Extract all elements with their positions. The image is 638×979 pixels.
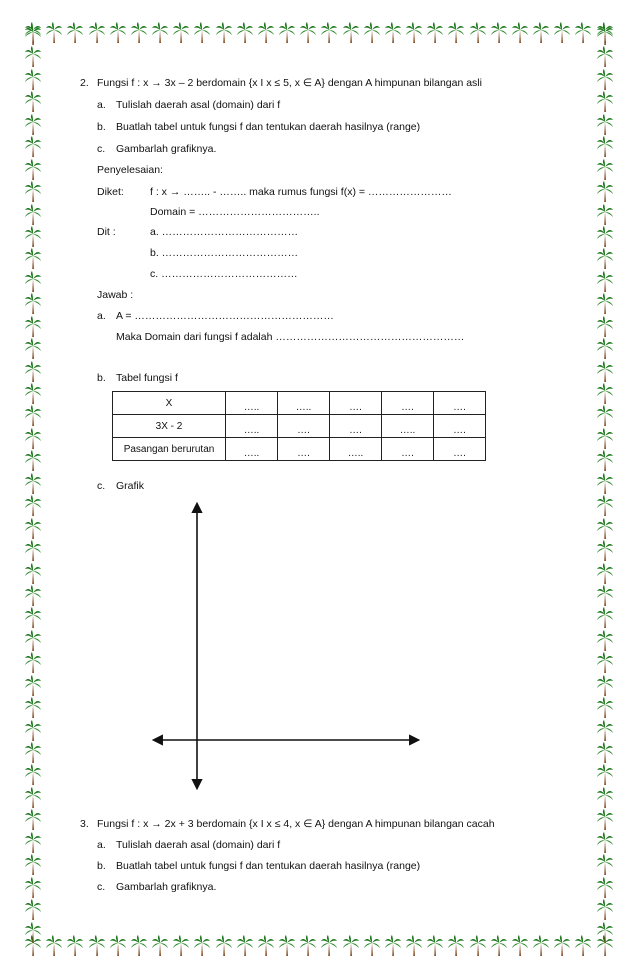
q3-item-b-text: Buatlah tabel untuk fungsi f dan tentukan daerah hasilnya (range) (116, 860, 421, 872)
table-cell: …. (382, 392, 434, 415)
table-cell: ….. (226, 438, 278, 461)
q2-item-c-text: Gambarlah grafiknya. (116, 143, 217, 155)
q2-item-c-marker: c. (97, 143, 106, 155)
q3-item-c-marker: c. (97, 881, 106, 893)
table-cell: …. (278, 438, 330, 461)
q2-title: Fungsi f : x → 3x – 2 berdomain {x I x ≤ 5, x ∈ A} dengan A himpunan bilangan asli (97, 77, 482, 89)
dit-line-a: a. ………………………………… (150, 226, 299, 238)
table-cell: ….. (330, 438, 382, 461)
table-cell: …. (434, 392, 486, 415)
q2-item-b-marker: b. (97, 121, 106, 133)
jawab-label: Jawab : (97, 289, 134, 301)
q2-item-a-marker: a. (97, 99, 106, 111)
q3-item-b-marker: b. (97, 860, 106, 872)
table-cell: …. (434, 415, 486, 438)
table-cell: …. (382, 438, 434, 461)
jawab-a-marker: a. (97, 310, 106, 322)
dit-label: Dit : (97, 226, 116, 238)
jawab-c-text: Grafik (116, 480, 145, 492)
jawab-a-line-2: Maka Domain dari fungsi f adalah ……………………………………………… (116, 331, 465, 343)
q3-number: 3. (80, 818, 89, 830)
q3-item-a-marker: a. (97, 839, 106, 851)
table-row (113, 392, 486, 415)
jawab-b-text: Tabel fungsi f (116, 372, 178, 384)
q2-item-a-text: Tulislah daerah asal (domain) dari f (116, 99, 281, 111)
table-cell: ….. (226, 392, 278, 415)
table-row-label: X (113, 392, 226, 415)
q3-title: Fungsi f : x → 2x + 3 berdomain {x I x ≤ 4, x ∈ A} dengan A himpunan bilangan cacah (97, 818, 495, 830)
table-row (113, 438, 486, 461)
table-cell: ….. (226, 415, 278, 438)
diket-line-2: Domain = …………………………….. (150, 206, 320, 218)
jawab-c-marker: c. (97, 480, 106, 492)
table-row-label: 3X - 2 (113, 415, 226, 438)
dit-line-c: c. ………………………………… (150, 268, 298, 280)
q2-item-b-text: Buatlah tabel untuk fungsi f dan tentukan daerah hasilnya (range) (116, 121, 421, 133)
function-table (112, 391, 486, 461)
q3-item-a-text: Tulislah daerah asal (domain) dari f (116, 839, 281, 851)
table-cell: …. (278, 415, 330, 438)
table-row (113, 415, 486, 438)
table-cell: ….. (278, 392, 330, 415)
dit-line-b: b. ………………………………… (150, 247, 299, 259)
blank-graph-axes (150, 500, 430, 795)
jawab-a-text: A = ………………………………………………… (116, 310, 334, 322)
table-row-label: Pasangan berurutan (113, 438, 226, 461)
q3-item-c-text: Gambarlah grafiknya. (116, 881, 217, 893)
penyelesaian-label: Penyelesaian: (97, 164, 163, 176)
diket-line-1: f : x → …….. - …….. maka rumus fungsi f(x) = …………………… (150, 186, 452, 198)
diket-label: Diket: (97, 186, 124, 198)
table-cell: …. (330, 392, 382, 415)
q2-number: 2. (80, 77, 89, 89)
table-cell: …. (434, 438, 486, 461)
jawab-b-marker: b. (97, 372, 106, 384)
table-cell: …. (330, 415, 382, 438)
table-cell: ….. (382, 415, 434, 438)
